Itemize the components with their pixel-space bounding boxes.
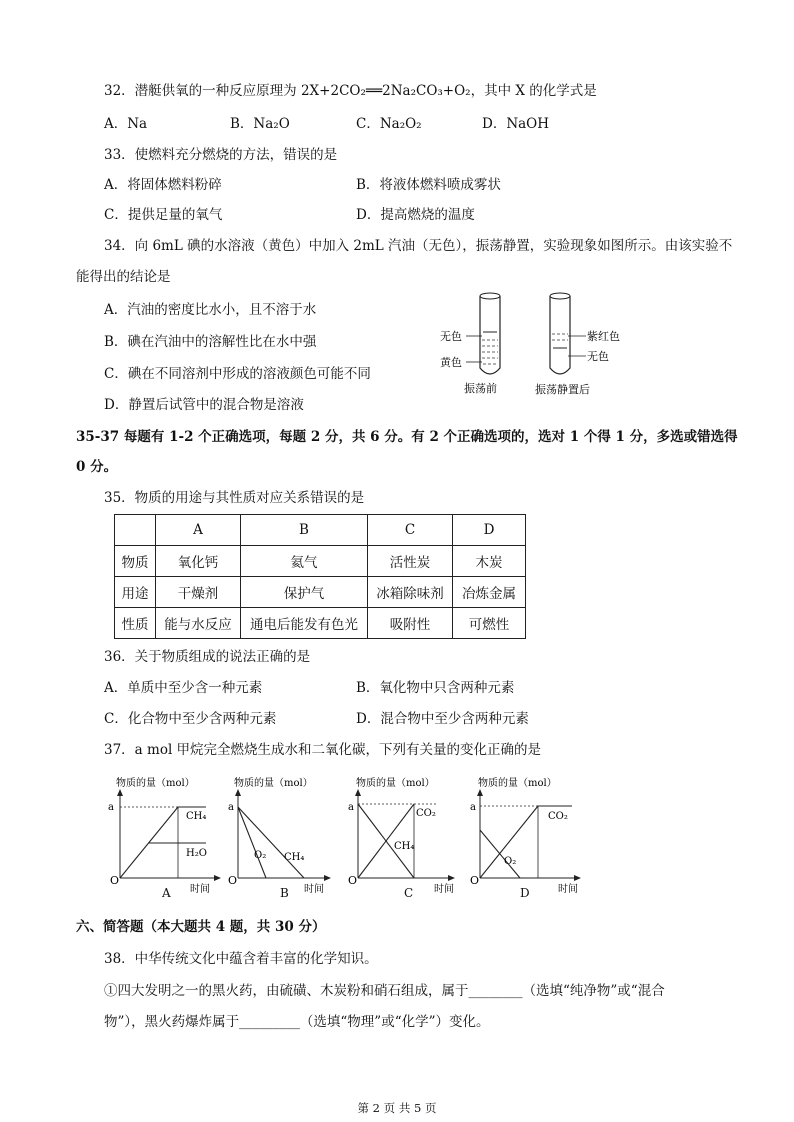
section-note-line2: 0 分。	[76, 459, 118, 475]
q34-option-b: B．碘在汽油中的溶解性比在水中强	[104, 334, 317, 350]
graph-a-caption: A	[162, 886, 171, 900]
q38-stem: 38．中华传统文化中蕴含着丰富的化学知识。	[104, 951, 378, 967]
a-label: a	[348, 802, 354, 813]
q32-option-d: D．NaOH	[482, 116, 550, 132]
q33-option-d: D．提高燃烧的温度	[356, 207, 475, 223]
table-cell	[115, 515, 156, 546]
label-yellow: 黄色	[440, 356, 462, 369]
q35-table	[114, 514, 526, 639]
y-axis-label: 物质的量（mol）	[234, 778, 313, 789]
graph-d	[466, 772, 586, 902]
q34-stem-line2: 能得出的结论是	[76, 269, 171, 285]
table-cell: 用途	[115, 577, 156, 608]
label-colorless-top: 无色	[440, 330, 462, 343]
graph-a	[106, 772, 226, 902]
table-row	[115, 546, 526, 577]
q32-option-a: A．Na	[104, 116, 148, 132]
table-cell: 可燃性	[453, 608, 526, 639]
q34-option-c: C．碘在不同溶剂中形成的溶液颜色可能不同	[104, 366, 371, 382]
series-label: O₂	[504, 856, 517, 867]
series-label: O₂	[254, 850, 267, 861]
series-label: H₂O	[186, 848, 207, 859]
test-tube-figure	[440, 290, 640, 400]
series-label: CO₂	[548, 811, 568, 822]
q35-stem: 35．物质的用途与其性质对应关系错误的是	[104, 490, 365, 506]
table-cell: 吸附性	[368, 608, 453, 639]
table-cell: A	[156, 515, 241, 546]
test-tube-before	[466, 293, 500, 374]
graph-c-caption: C	[404, 886, 414, 900]
table-cell: 性质	[115, 608, 156, 639]
q32-option-b: B．Na₂O	[230, 116, 290, 132]
table-cell: C	[368, 515, 453, 546]
series-line	[238, 807, 304, 878]
origin-label: O	[348, 874, 358, 887]
x-axis-label: 时间	[304, 884, 324, 895]
graph-d-caption: D	[520, 886, 530, 900]
table-cell: D	[453, 515, 526, 546]
q32-stem: 32．潜艇供氧的一种反应原理为 2X+2CO₂══2Na₂CO₃+O₂，其中 X 的化学式是	[104, 83, 597, 99]
table-cell: B	[241, 515, 368, 546]
x-axis-label: 时间	[190, 884, 210, 895]
series-label: CH₄	[284, 852, 305, 863]
table-cell: 干燥剂	[156, 577, 241, 608]
graph-c	[346, 772, 461, 902]
test-tube-after	[550, 293, 586, 374]
a-label: a	[108, 802, 114, 813]
q34-stem-line1: 34．向 6mL 碘的水溶液（黄色）中加入 2mL 汽油（无色），振荡静置，实验现象如图所示。由该实验不	[104, 238, 733, 254]
table-cell: 保护气	[241, 577, 368, 608]
origin-label: O	[110, 874, 120, 887]
table-header-row	[115, 515, 526, 546]
label-colorless-bottom: 无色	[587, 350, 609, 363]
series-line	[238, 807, 266, 878]
table-cell: 能与水反应	[156, 608, 241, 639]
table-cell: 氧化钙	[156, 546, 241, 577]
graph-b	[226, 772, 336, 902]
q36-option-c: C．化合物中至少含两种元素	[104, 711, 277, 727]
origin-label: O	[470, 874, 480, 887]
q34-option-a: A．汽油的密度比水小，且不溶于水	[104, 302, 317, 318]
q36-option-a: A．单质中至少含一种元素	[104, 680, 263, 696]
table-row	[115, 608, 526, 639]
table-cell: 冰箱除味剂	[368, 577, 453, 608]
q34-option-d: D．静置后试管中的混合物是溶液	[104, 397, 304, 413]
table-cell: 通电后能发有色光	[241, 608, 368, 639]
caption-before: 振荡前	[464, 382, 497, 395]
a-label: a	[228, 802, 234, 813]
table-cell: 氦气	[241, 546, 368, 577]
x-axis-label: 时间	[434, 884, 454, 895]
q38-line1: ①四大发明之一的黑火药，由硫磺、木炭粉和硝石组成，属于________（选填“纯净物”或“混合	[104, 983, 665, 999]
q36-option-d: D．混合物中至少含两种元素	[356, 711, 529, 727]
graph-b-caption: B	[280, 886, 289, 900]
y-axis-label: 物质的量（mol）	[478, 778, 557, 789]
series-label: CH₄	[186, 811, 207, 822]
table-cell: 木炭	[453, 546, 526, 577]
y-axis-label: 物质的量（mol）	[116, 778, 195, 789]
q33-option-c: C．提供足量的氧气	[104, 207, 223, 223]
q36-stem: 36．关于物质组成的说法正确的是	[104, 649, 311, 665]
section-note-line1: 35-37 每题有 1-2 个正确选项，每题 2 分，共 6 分。有 2 个正确选项的，选对 1 个得 1 分，多选或错选得	[76, 429, 738, 445]
series-label: CH₄	[394, 841, 415, 852]
page-footer: 第 2 页 共 5 页	[357, 1101, 437, 1115]
x-axis-label: 时间	[558, 884, 578, 895]
table-cell: 冶炼金属	[453, 577, 526, 608]
table-cell: 活性炭	[368, 546, 453, 577]
q33-option-a: A．将固体燃料粉碎	[104, 177, 222, 193]
table-row	[115, 577, 526, 608]
a-label: a	[470, 802, 476, 813]
q33-option-b: B．将液体燃料喷成雾状	[356, 177, 501, 193]
label-purple-red: 紫红色	[587, 330, 620, 343]
q37-stem: 37．a mol 甲烷完全燃烧生成水和二氧化碳，下列有关量的变化正确的是	[104, 742, 542, 758]
section6-title: 六、简答题（本大题共 4 题，共 30 分）	[76, 919, 326, 935]
q38-line2: 物”），黑火药爆炸属于_________（选填“物理”或“化学”）变化。	[104, 1014, 490, 1030]
table-cell: 物质	[115, 546, 156, 577]
series-line	[480, 806, 538, 878]
origin-label: O	[228, 874, 238, 887]
caption-after: 振荡静置后	[535, 383, 590, 396]
series-label: CO₂	[416, 808, 436, 819]
y-axis-label: 物质的量（mol）	[356, 778, 435, 789]
q36-option-b: B．氧化物中只含两种元素	[356, 680, 515, 696]
q33-stem: 33．使燃料充分燃烧的方法，错误的是	[104, 147, 338, 163]
q32-option-c: C．Na₂O₂	[356, 116, 422, 132]
